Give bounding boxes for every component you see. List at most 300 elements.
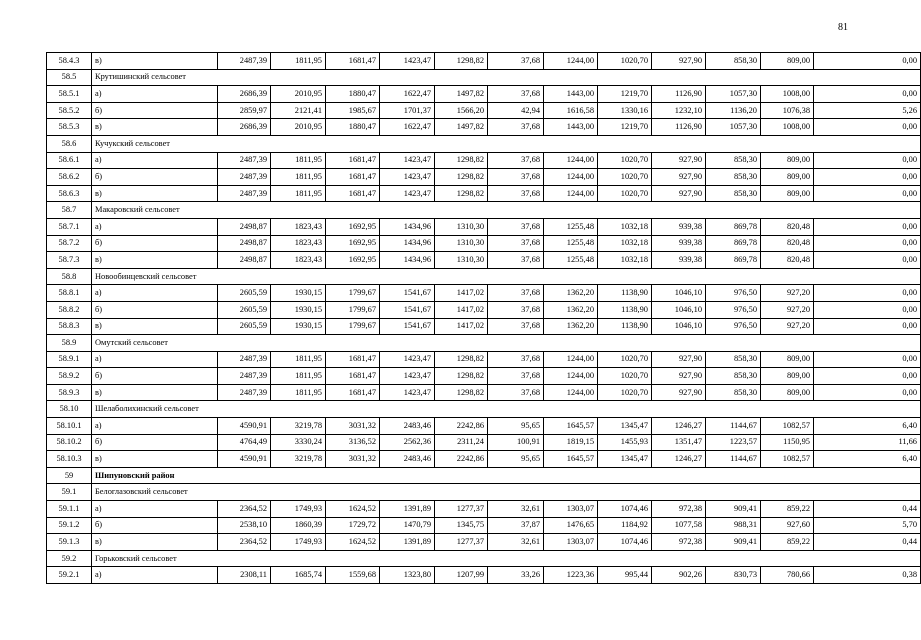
value-cell: 1692,95 (326, 218, 380, 235)
value-cell: 869,78 (706, 218, 761, 235)
value-cell: 0,00 (814, 86, 921, 103)
value-cell: 902,26 (652, 567, 706, 584)
row-code: 58.7 (47, 202, 92, 219)
value-cell: 1138,90 (598, 301, 652, 318)
value-cell: 3219,78 (271, 451, 326, 468)
value-cell: 1032,18 (598, 252, 652, 269)
value-cell: 1811,95 (271, 384, 326, 401)
value-cell: 37,68 (488, 384, 544, 401)
value-cell: 1020,70 (598, 152, 652, 169)
value-cell: 1032,18 (598, 235, 652, 252)
value-cell: 927,20 (761, 301, 814, 318)
value-cell: 37,68 (488, 152, 544, 169)
value-cell: 1298,82 (435, 185, 488, 202)
value-cell: 1074,46 (598, 501, 652, 518)
value-cell: 1057,30 (706, 86, 761, 103)
value-cell: 1624,52 (326, 534, 380, 551)
value-cell: 2308,11 (218, 567, 271, 584)
value-cell: 927,90 (652, 152, 706, 169)
row-code: 58.6 (47, 135, 92, 152)
value-cell: 1255,48 (544, 235, 598, 252)
value-cell: 1417,02 (435, 301, 488, 318)
row-code: 59.1.3 (47, 534, 92, 551)
row-code: 59.1.2 (47, 517, 92, 534)
row-subitem: а) (92, 567, 218, 584)
value-cell: 1681,47 (326, 384, 380, 401)
value-cell: 2010,95 (271, 86, 326, 103)
value-cell: 0,00 (814, 301, 921, 318)
table-row (47, 169, 921, 186)
value-cell: 1298,82 (435, 152, 488, 169)
value-cell: 1077,58 (652, 517, 706, 534)
value-cell: 1298,82 (435, 169, 488, 186)
table-row (47, 418, 921, 435)
value-cell: 2242,86 (435, 451, 488, 468)
table-row (47, 119, 921, 136)
table-row (47, 534, 921, 551)
value-cell: 1020,70 (598, 185, 652, 202)
table-row (47, 384, 921, 401)
value-cell: 1541,67 (380, 318, 435, 335)
value-cell: 927,90 (652, 368, 706, 385)
value-cell: 5,26 (814, 102, 921, 119)
value-cell: 995,44 (598, 567, 652, 584)
value-cell: 1880,47 (326, 119, 380, 136)
row-subitem: в) (92, 534, 218, 551)
value-cell: 2487,39 (218, 152, 271, 169)
row-subitem: б) (92, 434, 218, 451)
row-code: 58.10.1 (47, 418, 92, 435)
value-cell: 32,61 (488, 501, 544, 518)
value-cell: 927,90 (652, 384, 706, 401)
value-cell: 1020,70 (598, 384, 652, 401)
row-code: 58.4.3 (47, 53, 92, 70)
value-cell: 6,40 (814, 451, 921, 468)
value-cell: 1298,82 (435, 351, 488, 368)
value-cell: 37,68 (488, 218, 544, 235)
value-cell: 1476,65 (544, 517, 598, 534)
value-cell: 4590,91 (218, 418, 271, 435)
value-cell: 1559,68 (326, 567, 380, 584)
value-cell: 37,68 (488, 86, 544, 103)
value-cell: 1681,47 (326, 368, 380, 385)
value-cell: 33,26 (488, 567, 544, 584)
value-cell: 1616,58 (544, 102, 598, 119)
value-cell: 1811,95 (271, 169, 326, 186)
table-row (47, 235, 921, 252)
value-cell: 2498,87 (218, 218, 271, 235)
value-cell: 909,41 (706, 534, 761, 551)
value-cell: 1219,70 (598, 119, 652, 136)
row-code: 58.8 (47, 268, 92, 285)
row-subitem: б) (92, 102, 218, 119)
row-code: 58.10.2 (47, 434, 92, 451)
value-cell: 1799,67 (326, 285, 380, 302)
section-title: Белоглазовский сельсовет (92, 484, 921, 501)
value-cell: 2487,39 (218, 185, 271, 202)
value-cell: 1470,79 (380, 517, 435, 534)
value-cell: 820,48 (761, 252, 814, 269)
page-number: 81 (838, 22, 848, 33)
value-cell: 1622,47 (380, 86, 435, 103)
value-cell: 1443,00 (544, 119, 598, 136)
value-cell: 1298,82 (435, 384, 488, 401)
value-cell: 858,30 (706, 368, 761, 385)
value-cell: 1255,48 (544, 252, 598, 269)
value-cell: 3136,52 (326, 434, 380, 451)
value-cell: 1330,16 (598, 102, 652, 119)
value-cell: 0,00 (814, 252, 921, 269)
value-cell: 869,78 (706, 235, 761, 252)
value-cell: 1681,47 (326, 152, 380, 169)
value-cell: 976,50 (706, 285, 761, 302)
value-cell: 1323,80 (380, 567, 435, 584)
value-cell: 1032,18 (598, 218, 652, 235)
value-cell: 1930,15 (271, 318, 326, 335)
value-cell: 1277,37 (435, 501, 488, 518)
value-cell: 1310,30 (435, 235, 488, 252)
value-cell: 1362,20 (544, 285, 598, 302)
value-cell: 1144,67 (706, 451, 761, 468)
value-cell: 4764,49 (218, 434, 271, 451)
row-subitem: б) (92, 169, 218, 186)
value-cell: 1423,47 (380, 152, 435, 169)
value-cell: 0,00 (814, 185, 921, 202)
value-cell: 1692,95 (326, 252, 380, 269)
table-row (47, 301, 921, 318)
value-cell: 1811,95 (271, 368, 326, 385)
row-subitem: в) (92, 318, 218, 335)
table-row (47, 102, 921, 119)
value-cell: 1303,07 (544, 534, 598, 551)
value-cell: 1020,70 (598, 351, 652, 368)
value-cell: 1423,47 (380, 185, 435, 202)
row-subitem: а) (92, 86, 218, 103)
row-code: 58.8.1 (47, 285, 92, 302)
value-cell: 6,40 (814, 418, 921, 435)
row-code: 58.9.3 (47, 384, 92, 401)
table-row (47, 351, 921, 368)
value-cell: 1298,82 (435, 53, 488, 70)
value-cell: 1930,15 (271, 285, 326, 302)
value-cell: 32,61 (488, 534, 544, 551)
value-cell: 1082,57 (761, 418, 814, 435)
value-cell: 1811,95 (271, 53, 326, 70)
value-cell: 1046,10 (652, 318, 706, 335)
value-cell: 976,50 (706, 318, 761, 335)
value-cell: 3330,24 (271, 434, 326, 451)
table-row (47, 451, 921, 468)
value-cell: 0,00 (814, 169, 921, 186)
value-cell: 37,68 (488, 119, 544, 136)
section-title: Макаровский сельсовет (92, 202, 921, 219)
value-cell: 2562,36 (380, 434, 435, 451)
value-cell: 0,00 (814, 368, 921, 385)
value-cell: 1074,46 (598, 534, 652, 551)
value-cell: 1138,90 (598, 285, 652, 302)
value-cell: 37,68 (488, 235, 544, 252)
value-cell: 1645,57 (544, 451, 598, 468)
value-cell: 1246,27 (652, 451, 706, 468)
table-row (47, 434, 921, 451)
value-cell: 1811,95 (271, 185, 326, 202)
row-code: 58.6.1 (47, 152, 92, 169)
row-code: 59.2.1 (47, 567, 92, 584)
value-cell: 809,00 (761, 152, 814, 169)
value-cell: 2483,46 (380, 418, 435, 435)
value-cell: 809,00 (761, 169, 814, 186)
value-cell: 1020,70 (598, 53, 652, 70)
value-cell: 1811,95 (271, 351, 326, 368)
row-code: 58.8.2 (47, 301, 92, 318)
value-cell: 1345,47 (598, 418, 652, 435)
table-row (47, 86, 921, 103)
table-row (47, 185, 921, 202)
value-cell: 1423,47 (380, 169, 435, 186)
value-cell: 1823,43 (271, 235, 326, 252)
value-cell: 1184,92 (598, 517, 652, 534)
value-cell: 972,38 (652, 501, 706, 518)
row-subitem: а) (92, 418, 218, 435)
table-row (47, 252, 921, 269)
row-code: 58.5.2 (47, 102, 92, 119)
value-cell: 0,00 (814, 119, 921, 136)
value-cell: 2010,95 (271, 119, 326, 136)
value-cell: 3219,78 (271, 418, 326, 435)
table-row (47, 285, 921, 302)
section-title: Шелаболихинский сельсовет (92, 401, 921, 418)
value-cell: 2487,39 (218, 351, 271, 368)
value-cell: 1455,93 (598, 434, 652, 451)
value-cell: 100,91 (488, 434, 544, 451)
value-cell: 1277,37 (435, 534, 488, 551)
value-cell: 858,30 (706, 53, 761, 70)
value-cell: 976,50 (706, 301, 761, 318)
value-cell: 1417,02 (435, 318, 488, 335)
row-subitem: в) (92, 53, 218, 70)
value-cell: 0,00 (814, 384, 921, 401)
value-cell: 0,00 (814, 318, 921, 335)
row-code: 58.5.3 (47, 119, 92, 136)
table-row (47, 318, 921, 335)
value-cell: 830,73 (706, 567, 761, 584)
value-cell: 37,68 (488, 252, 544, 269)
value-cell: 1624,52 (326, 501, 380, 518)
value-cell: 1223,57 (706, 434, 761, 451)
value-cell: 5,70 (814, 517, 921, 534)
value-cell: 1681,47 (326, 351, 380, 368)
value-cell: 37,68 (488, 185, 544, 202)
table-row (47, 517, 921, 534)
section-header-row (47, 268, 921, 285)
value-cell: 939,38 (652, 252, 706, 269)
value-cell: 1020,70 (598, 169, 652, 186)
value-cell: 37,68 (488, 318, 544, 335)
value-cell: 95,65 (488, 451, 544, 468)
value-cell: 1046,10 (652, 301, 706, 318)
value-cell: 11,66 (814, 434, 921, 451)
value-cell: 1057,30 (706, 119, 761, 136)
value-cell: 0,44 (814, 501, 921, 518)
value-cell: 1811,95 (271, 152, 326, 169)
row-code: 59.1.1 (47, 501, 92, 518)
value-cell: 37,68 (488, 301, 544, 318)
row-code: 58.5.1 (47, 86, 92, 103)
value-cell: 820,48 (761, 218, 814, 235)
section-header-row (47, 202, 921, 219)
value-cell: 2311,24 (435, 434, 488, 451)
value-cell: 95,65 (488, 418, 544, 435)
value-cell: 1985,67 (326, 102, 380, 119)
value-cell: 37,68 (488, 53, 544, 70)
value-cell: 1819,15 (544, 434, 598, 451)
section-title: Крутишинский сельсовет (92, 69, 921, 86)
value-cell: 927,90 (652, 351, 706, 368)
value-cell: 927,60 (761, 517, 814, 534)
value-cell: 2686,39 (218, 86, 271, 103)
value-cell: 2487,39 (218, 169, 271, 186)
section-title: Кучукский сельсовет (92, 135, 921, 152)
value-cell: 809,00 (761, 368, 814, 385)
value-cell: 1423,47 (380, 53, 435, 70)
row-code: 58.9 (47, 335, 92, 352)
value-cell: 2364,52 (218, 501, 271, 518)
value-cell: 1244,00 (544, 152, 598, 169)
value-cell: 1219,70 (598, 86, 652, 103)
value-cell: 1362,20 (544, 301, 598, 318)
value-cell: 809,00 (761, 185, 814, 202)
value-cell: 1244,00 (544, 185, 598, 202)
value-cell: 1541,67 (380, 301, 435, 318)
value-cell: 1497,82 (435, 86, 488, 103)
row-subitem: в) (92, 119, 218, 136)
value-cell: 927,20 (761, 285, 814, 302)
value-cell: 0,00 (814, 351, 921, 368)
row-code: 58.5 (47, 69, 92, 86)
value-cell: 1497,82 (435, 119, 488, 136)
section-title: Новообинцевский сельсовет (92, 268, 921, 285)
value-cell: 2605,59 (218, 285, 271, 302)
value-cell: 1351,47 (652, 434, 706, 451)
value-cell: 1930,15 (271, 301, 326, 318)
table-row (47, 53, 921, 70)
value-cell: 988,31 (706, 517, 761, 534)
value-cell: 1799,67 (326, 318, 380, 335)
section-title: Горьковский сельсовет (92, 550, 921, 567)
value-cell: 1434,96 (380, 252, 435, 269)
value-cell: 1046,10 (652, 285, 706, 302)
value-cell: 1244,00 (544, 368, 598, 385)
section-header-row (47, 484, 921, 501)
value-cell: 2605,59 (218, 301, 271, 318)
value-cell: 1823,43 (271, 252, 326, 269)
table-body (47, 53, 921, 584)
value-cell: 809,00 (761, 384, 814, 401)
value-cell: 1232,10 (652, 102, 706, 119)
value-cell: 1701,37 (380, 102, 435, 119)
table-row (47, 368, 921, 385)
table-row (47, 567, 921, 584)
value-cell: 1681,47 (326, 169, 380, 186)
value-cell: 927,20 (761, 318, 814, 335)
value-cell: 3031,32 (326, 451, 380, 468)
row-code: 58.9.2 (47, 368, 92, 385)
value-cell: 858,30 (706, 185, 761, 202)
value-cell: 0,00 (814, 53, 921, 70)
row-subitem: б) (92, 301, 218, 318)
value-cell: 42,94 (488, 102, 544, 119)
value-cell: 909,41 (706, 501, 761, 518)
value-cell: 1244,00 (544, 351, 598, 368)
district-header-row (47, 467, 921, 484)
value-cell: 37,68 (488, 351, 544, 368)
row-code: 58.9.1 (47, 351, 92, 368)
value-cell: 2498,87 (218, 235, 271, 252)
section-header-row (47, 69, 921, 86)
value-cell: 858,30 (706, 351, 761, 368)
value-cell: 0,00 (814, 152, 921, 169)
value-cell: 37,87 (488, 517, 544, 534)
row-code: 58.7.1 (47, 218, 92, 235)
row-code: 58.6.2 (47, 169, 92, 186)
district-title: Шипуновский район (92, 467, 921, 484)
value-cell: 1362,20 (544, 318, 598, 335)
value-cell: 2242,86 (435, 418, 488, 435)
value-cell: 1566,20 (435, 102, 488, 119)
row-subitem: а) (92, 218, 218, 235)
section-title: Омутский сельсовет (92, 335, 921, 352)
row-code: 59 (47, 467, 92, 484)
row-subitem: в) (92, 185, 218, 202)
value-cell: 859,22 (761, 501, 814, 518)
value-cell: 1082,57 (761, 451, 814, 468)
value-cell: 1126,90 (652, 86, 706, 103)
table-row (47, 501, 921, 518)
value-cell: 2364,52 (218, 534, 271, 551)
value-cell: 1880,47 (326, 86, 380, 103)
value-cell: 0,00 (814, 285, 921, 302)
value-cell: 1244,00 (544, 53, 598, 70)
value-cell: 858,30 (706, 152, 761, 169)
value-cell: 2686,39 (218, 119, 271, 136)
section-header-row (47, 550, 921, 567)
value-cell: 1823,43 (271, 218, 326, 235)
row-code: 59.1 (47, 484, 92, 501)
row-subitem: а) (92, 501, 218, 518)
value-cell: 820,48 (761, 235, 814, 252)
value-cell: 1423,47 (380, 368, 435, 385)
section-header-row (47, 135, 921, 152)
value-cell: 2538,10 (218, 517, 271, 534)
table-row (47, 152, 921, 169)
value-cell: 1150,95 (761, 434, 814, 451)
row-subitem: а) (92, 351, 218, 368)
value-cell: 1223,36 (544, 567, 598, 584)
section-header-row (47, 401, 921, 418)
value-cell: 869,78 (706, 252, 761, 269)
value-cell: 1136,20 (706, 102, 761, 119)
value-cell: 1692,95 (326, 235, 380, 252)
value-cell: 1207,99 (435, 567, 488, 584)
value-cell: 1541,67 (380, 285, 435, 302)
row-subitem: б) (92, 235, 218, 252)
value-cell: 1434,96 (380, 235, 435, 252)
value-cell: 2487,39 (218, 384, 271, 401)
value-cell: 1729,72 (326, 517, 380, 534)
value-cell: 1417,02 (435, 285, 488, 302)
row-code: 58.8.3 (47, 318, 92, 335)
value-cell: 1076,38 (761, 102, 814, 119)
